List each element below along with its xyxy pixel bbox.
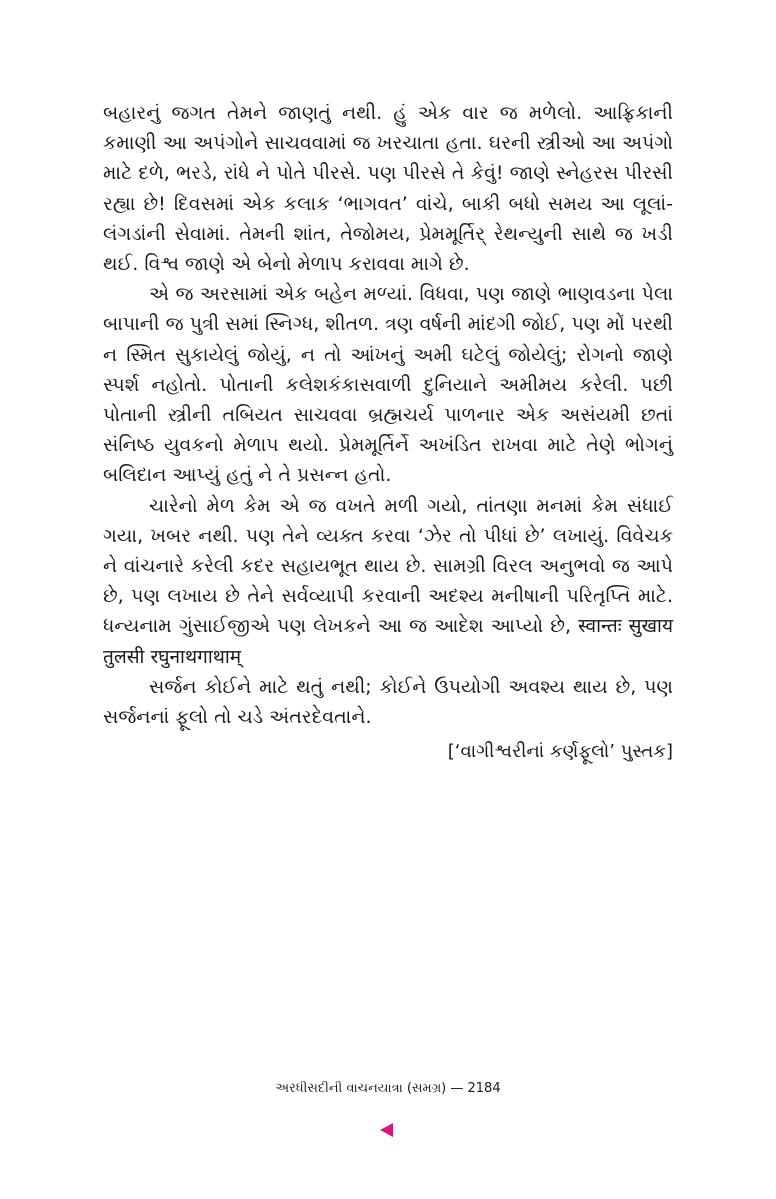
paragraph-2: એ જ અરસામાં એક બહેન મળ્યાં. વિધવા, પણ જાણે ભાણવડના પેલા બાપાની જ પુત્રી સમાં સ્નિગ્ધ, શીતળ. ત્રણ વર્ષની માંદગી જોઈ, પણ મોં પરથી ન સ્મિત સુકાયેલું જોયું, ન તો આંખનું અમી ઘટેલું જોયેલું; રોગનો જાણે સ્પર્શ નહોતો. પોતાની કલેશકંકાસવાળી દુનિયાને અમીમય કરેલી. પછી પોતાની સ્ત્રીની તબિયત સાચવવા બ્રહ્મચર્ય પાળનાર એક અસંયમી છતાં સંનિષ્ઠ યુવકનો મેળાપ થયો. પ્રેમમૂર્તિર્ને અખંડિત રાખવા માટે તેણે ભોગનું બલિદાન આપ્યું હતું ને તે પ્રસન્ન હતો. [103,283,673,487]
paragraph-4: સર્જન કોઈને માટે થતું નથી; કોઈને ઉપયોગી અવશ્ય થાય છે, પણ સર્જનનાં ફૂલો તો ચડે અંતરદેવતાને. [103,675,673,729]
source-citation: [‘વાગીશ્વરીનાં કર્ણફૂલો’ પુસ્તક] [447,741,673,763]
previous-page-arrow-icon[interactable] [380,1123,393,1137]
paragraph-3: ચારેનો મેળ કેમ એ જ વખતે મળી ગયો, તાંતણા મનમાં કેમ સંધાઈ ગયા, ખબર નથી. પણ તેને વ્યક્ત કરવા ‘ઝેર તો પીધાં છે’ લખાયું. વિવેચક ને વાંચનારે કરેલી કદર સહાયભૂત થાય છે. સામગ્રી વિરલ અનુભવો જ આપે છે, પણ લખાય છે તેને સર્વવ્યાપી કરવાની અદશ્ય મનીષાની પરિતૃપ્તિ માટે. ધન્યનામ ગુંસાઈજીએ પણ લેખકને આ જ આદેશ આપ્યો છે, स्वान्तः सुखाय तुलसी रघुनाथगाथाम् [103,494,673,668]
paragraph-1: બહારનું જગત તેમને જાણતું નથી. હું એક વાર જ મળેલો. આફ્રિકાની કમાણી આ અપંગોને સાચવવામાં જ ખરચાતા હતા. ઘરની સ્ત્રીઓ આ અપંગો માટે દળે, ભરડે, રાંધે ને પોતે પીરસે. પણ પીરસે તે કેવું! જાણે સ્નેહરસ પીરસી રહ્યા છે! દિવસમાં એક કલાક ‘ભાગવત’ વાંચે, બાકી બધો સમય આ લૂલાં-લંગડાંની સેવામાં. તેમની શાંત, તેજોમય, પ્રેમમૂર્તિર્ રેથન્યુની સાથે જ ખડી થઈ. વિશ્વ જાણે એ બેનો મેળાપ કરાવવા માગે છે. [103,102,673,276]
body-text [103,98,673,766]
page-footer: અરધીસદીની વાચનયાત્રા (સમગ્ર) — 2184 [275,1081,501,1096]
